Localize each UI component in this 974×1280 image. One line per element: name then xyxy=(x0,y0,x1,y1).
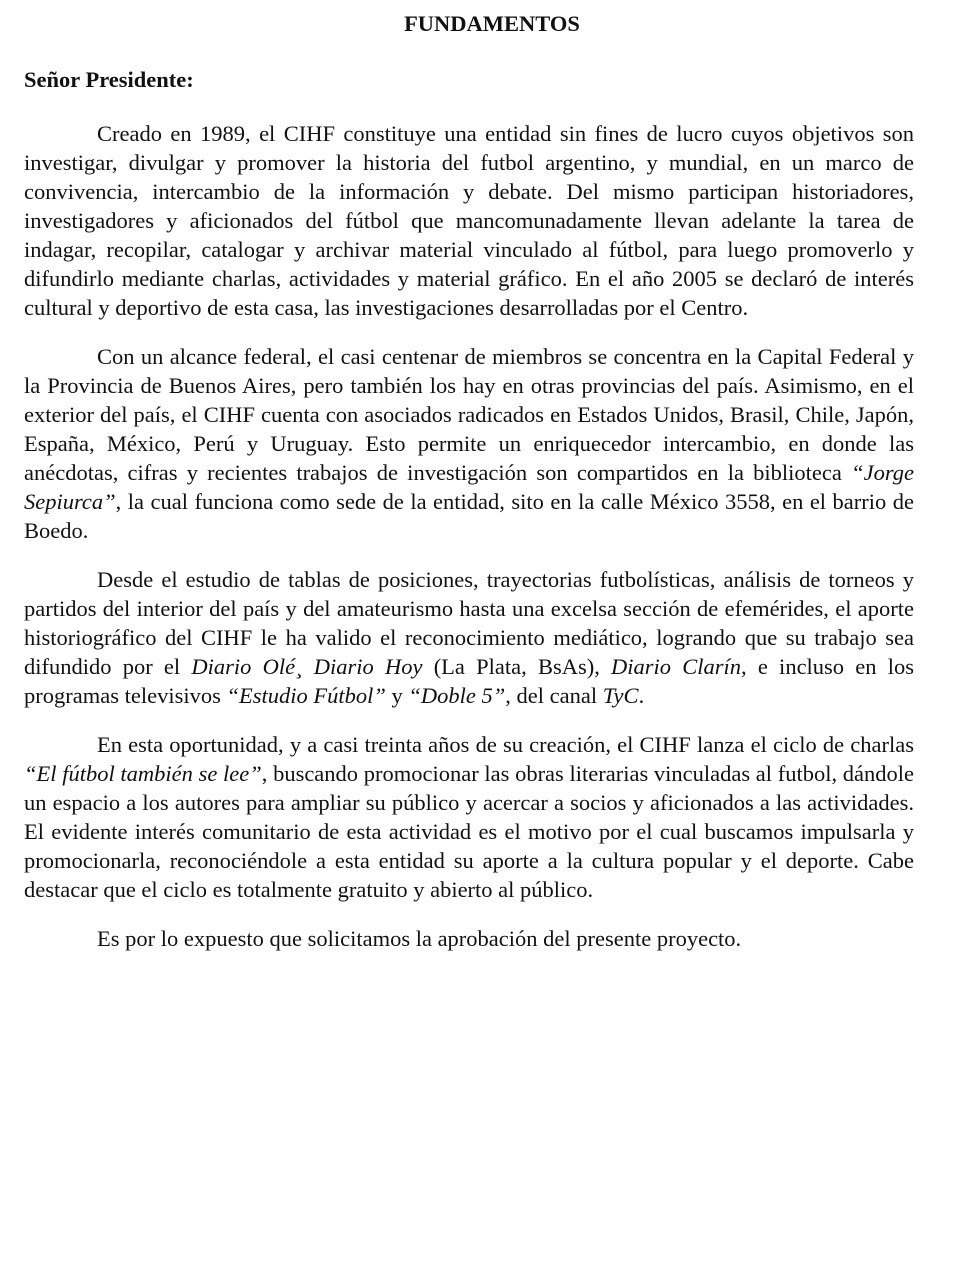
paragraph-3-text-e: , del canal xyxy=(505,683,603,708)
salutation: Señor Presidente: xyxy=(24,67,194,92)
program-estudio-futbol: “Estudio Fútbol” xyxy=(226,683,386,708)
paragraph-4 xyxy=(24,730,914,904)
media-diario-hoy: Diario Hoy xyxy=(313,654,423,679)
paragraph-3 xyxy=(24,565,914,710)
media-diario-clarin: Diario Clarín xyxy=(611,654,742,679)
paragraph-1: Creado en 1989, el CIHF constituye una entidad sin fines de lucro cuyos objetivos son investigar, divulgar y promover la historia del futbol argentino, y mundial, en un marco de convivencia, intercambio de la información y debate. Del mismo participan historiadores, investigadores y aficionados del fútbol que mancomunadamente llevan adelante la tarea de indagar, recopilar, catalogar y archivar material vinculado al fútbol, para luego promoverlo y difundirlo mediante charlas, actividades y material gráfico. En el año 2005 se declaró de interés cultural y deportivo de esta casa, las investigaciones desarrolladas por el Centro. xyxy=(24,121,914,320)
channel-tyc: TyC xyxy=(602,683,639,708)
paragraph-4-text-b: , buscando promocionar las obras literarias vinculadas al futbol, dándole un espacio a los autores para ampliar su público y acercar a socios y aficionados a las actividades. El evidente interés comunitario de esta actividad es el motivo por el cual buscamos impulsarla y promocionarla, reconociéndole a esta entidad su aporte a la cultura popular y el deporte. Cabe destacar que el ciclo es totalmente gratuito y abierto al público. xyxy=(24,761,914,902)
paragraph-3-text-f: . xyxy=(638,683,645,708)
paragraph-2 xyxy=(24,342,914,545)
paragraph-3-text-a: Desde el estudio de tablas de posiciones, trayectorias futbolísticas, análisis de torneos y partidos del interior del país y del amateurismo hasta una excelsa sección de efemérides, el aporte historiográfico del CIHF le ha valido el reconocimiento mediático, logrando que su trabajo sea difundido por el xyxy=(24,567,914,679)
media-diario-ole: Diario Olé¸ xyxy=(191,654,303,679)
paragraph-2-text-b: , la cual funciona como sede de la entidad, sito en la calle México 3558, en el barrio de Boedo. xyxy=(24,489,914,543)
paragraph-3-text-d: y xyxy=(385,683,409,708)
program-doble-5: “Doble 5” xyxy=(408,683,506,708)
document-title: FUNDAMENTOS xyxy=(404,11,580,36)
paragraph-3-sep xyxy=(303,654,314,679)
document-page xyxy=(24,0,914,953)
paragraph-3-text-c: , e incluso en los programas televisivos xyxy=(24,654,914,708)
paragraph-2-text-a: Con un alcance federal, el casi centenar de miembros se concentra en la Capital Federal y la Provincia de Buenos Aires, pero también los hay en otras provincias del país. Asimismo, en el exterior del país, el CIHF cuenta con asociados radicados en Estados Unidos, Brasil, Chile, Japón, España, México, Perú y Uruguay. Esto permite un enriquecedor intercambio, en donde las anécdotas, cifras y recientes trabajos de investigación son compartidos en la biblioteca xyxy=(24,344,914,485)
talk-cycle-name: “El fútbol también se lee” xyxy=(24,761,262,786)
library-name: “Jorge Sepiurca” xyxy=(24,460,914,514)
paragraph-4-text-a: En esta oportunidad, y a casi treinta años de su creación, el CIHF lanza el ciclo de charlas xyxy=(97,732,914,757)
paragraph-3-text-b: (La Plata, BsAs), xyxy=(422,654,612,679)
closing-paragraph: Es por lo expuesto que solicitamos la aprobación del presente proyecto. xyxy=(97,926,742,951)
